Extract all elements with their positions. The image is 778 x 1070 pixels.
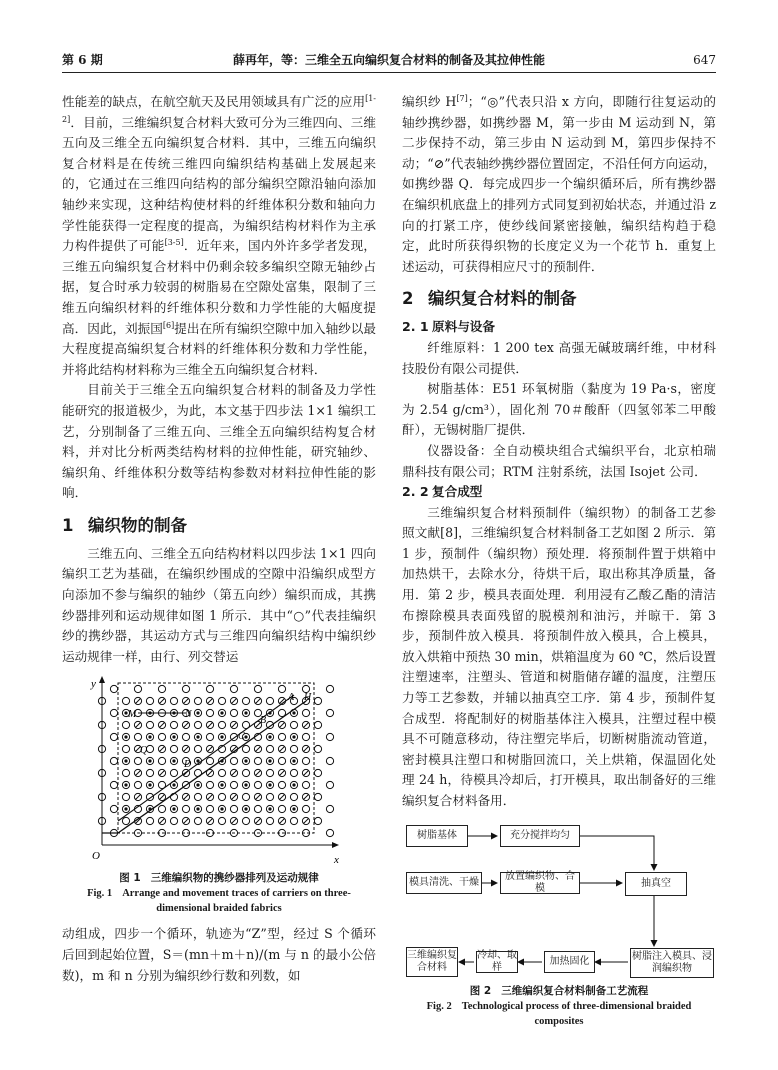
running-header [62,50,716,73]
carrier-slash-icon [158,794,165,801]
carrier-target-icon [266,782,273,789]
flow-stir-box: 充分搅拌均匀 [500,825,580,847]
carrier-open-icon [158,686,165,693]
carrier-target-icon [266,734,273,741]
paragraph-braiding: 三维五向、三维全五向结构材料以四步法 1×1 四向编织工艺为基础，在编织纱围成的空隙中沿编织成型方向添加不参与编织的轴纱（第五向纱）编织而成，其携纱器排列和运动规律如图 1 所示．其中“○”代表挂编织纱的携纱器，其运动方式与三维四向编织结构中编织纱运动规律一样，由行、列交替运 [62,545,376,664]
point-label-d: D [184,759,192,771]
carrier-open-icon [278,734,285,741]
carrier-open-icon [326,734,333,741]
carrier-slash-icon [254,698,261,705]
x-axis-label: x [334,854,339,867]
carrier-target-icon [170,806,177,813]
carrier-slash-icon [302,722,309,729]
flow-final-box: 三维编织复合材料 [406,947,458,977]
carrier-open-icon [302,758,309,765]
carrier-target-icon [266,758,273,765]
carrier-target-icon [290,758,297,765]
subsection-heading-2-1: 2. 1 原料与设备 [402,319,495,335]
carrier-slash-icon [254,746,261,753]
carrier-open-icon [182,806,189,813]
carrier-open-icon [146,698,153,705]
point-label-b: B [260,715,267,727]
point-label-a: A [288,692,295,704]
carrier-target-icon [122,758,129,765]
carrier-open-icon [290,722,297,729]
flow-cool-box: 冷却、取样 [477,949,517,973]
carrier-open-icon [302,782,309,789]
carrier-slash-icon [302,770,309,777]
carrier-target-icon [218,806,225,813]
carrier-open-icon [326,830,333,837]
carrier-slash-icon [254,818,261,825]
carrier-open-icon [170,818,177,825]
carrier-open-icon [242,698,249,705]
carrier-target-icon [194,806,201,813]
carrier-slash-icon [158,770,165,777]
point-label-q: Q [140,745,148,757]
carrier-target-icon [242,710,249,717]
carrier-slash-icon [158,698,165,705]
carrier-open-icon [170,794,177,801]
carrier-slash-icon [206,722,213,729]
citation[interactable]: [1-2] [62,93,376,124]
citation[interactable]: [3-5] [164,237,184,247]
flow-vacuum-box: 抽真空 [625,872,687,896]
carrier-target-icon [170,758,177,765]
carrier-slash-icon [158,818,165,825]
carrier-open-icon [122,698,129,705]
carrier-slash-icon [302,794,309,801]
carrier-target-icon [170,734,177,741]
carrier-target-icon [266,806,273,813]
page-number: 647 [693,53,716,67]
figure-2-caption-en: Fig. 2 Technological process of three-dimensional braided composites [426,1000,692,1027]
carrier-slash-icon [302,818,309,825]
figure-1-caption-en: Fig. 1 Arrange and movement traces of carriers on three-dimensional braided fabrics [87,888,351,915]
carrier-open-icon [290,818,297,825]
paragraph-carriers: 编织纱 H[7]；“◎”代表只沿 x 方向，即随行往复运动的轴纱携纱器，如携纱器 M，第一步由 M 运动到 N，第二步保持不动，第三步由 N 运动到 M，第四步保持不动；“⊘”代表轴纱携纱器位置固定，不沿任何方向运动，如携纱器 Q．每完成四步一个编织循环后，所有携纱器在编织机底盘上的排列方式同复到初始状态，并通过沿 z 向的打紧工序，使纱线间紧密接触，编织结构趋于稳定，此时所获得织物的长度定义为一个花节 h．重复上述运动，可获得相应尺寸的预制件． [402,93,716,274]
section-heading-2: 2 编织复合材料的制备 [402,289,577,309]
z-trace-line [102,701,306,833]
carrier-slash-icon [158,722,165,729]
carrier-open-icon [218,818,225,825]
carrier-open-icon [326,710,333,717]
carrier-slash-icon [206,794,213,801]
carrier-open-icon [194,794,201,801]
flow-resin-box: 树脂基体 [406,825,468,847]
carrier-target-icon [146,782,153,789]
paragraph-equipment: 仪器设备：全自动模块组合式编织平台，北京柏瑞鼎科技有限公司；RTM 注射系统，法国 Isojet 公司． [402,442,716,479]
carrier-open-icon [206,782,213,789]
carrier-slash-icon [182,818,189,825]
carrier-open-icon [254,686,261,693]
paragraph-aim: 目前关于三维全五向编织复合材料的制备及力学性能研究的报道极少，为此，本文基于四步法 1×1 编织工艺，分别制备了三维五向、三维全五向编织结构复合材料，并对比分析两类结构材料的拉伸性能，研究轴纱、编织角、纤维体积分数等结构参数对材料拉伸性能的影响． [62,382,376,501]
point-label-n: N [185,709,192,721]
y-axis-label: y [91,678,96,691]
carrier-slash-icon [182,698,189,705]
point-label-c: C [238,731,245,743]
carrier-open-icon [242,818,249,825]
carrier-open-icon [158,734,165,741]
carrier-slash-icon [158,746,165,753]
carrier-open-icon [266,698,273,705]
carrier-open-icon [266,818,273,825]
carrier-grid-svg [62,673,376,869]
flow-heat-box: 加热固化 [544,951,595,973]
paragraph-process: 三维编织复合材料预制件（编织物）的制备工艺参照文献[8]，三维编织复合材料制备工艺如图 2 所示．第 1 步，预制件（编织物）预处理．将预制件置于烘箱中加热烘干，去除水分，待烘干后，取出称其净质量，备用．第 2 步，模具表面处理．利用浸有乙酸乙酯的清洁布擦除模具表面残留的脱模剂和油污，并晾干．第 3 步，预制件放入模具．将预制件放入模具，合上模具，放入烘箱中预热 30 min，烘箱温度为 60 ℃，然后设置注塑速率，注塑头、管道和树脂储存罐的温度，注塑压力等工艺参数，并辅以抽真空工序．第 4 步，预制件复合成型．将配制好的树脂基体注入模具，注塑过程中模具不可随意移动，待注塑完毕后，切断树脂流动管道，密封模具注塑口和树脂回流口，关上烘箱，保温固化处理 24 h，待模具冷却后，打开模具，取出制备好的三维编织复合材料备用． [402,504,716,808]
carrier-open-icon [110,710,117,717]
carrier-open-icon [182,686,189,693]
carrier-open-icon [194,698,201,705]
carrier-open-icon [218,794,225,801]
carrier-open-icon [110,758,117,765]
flow-inject-box: 树脂注入模具、浸润编织物 [630,948,714,978]
carrier-open-icon [170,746,177,753]
carrier-open-icon [206,734,213,741]
carrier-open-icon [158,758,165,765]
carrier-open-icon [122,818,129,825]
carrier-open-icon [230,710,237,717]
carrier-open-icon [278,806,285,813]
carrier-open-icon [110,734,117,741]
carrier-open-icon [254,806,261,813]
carrier-open-icon [230,686,237,693]
carrier-open-icon [266,746,273,753]
citation[interactable]: [6] [162,320,175,330]
carrier-open-icon [194,746,201,753]
carrier-slash-icon [182,722,189,729]
point-label-h: H [304,692,312,704]
carrier-open-icon [314,698,321,705]
carrier-open-icon [242,794,249,801]
carrier-open-icon [146,818,153,825]
paragraph-resin: 树脂基体：E51 环氧树脂（黏度为 19 Pa·s，密度为 2.54 g/cm³），固化剂 70＃酸酐（四氢邻苯二甲酸酐），无锡树脂厂提供． [402,381,716,438]
paragraph-intro: 性能差的缺点，在航空航天及民用领域具有广泛的应用[1-2]．目前，三维编织复合材料大致可分为三维四向、三维五向及三维全五向编织复合材料．其中，三维五向编织复合材料是在传统三维四向编织结构基础上发展起来的，它通过在三维四向结构的部分编织空隙沿轴向添加轴纱来实现，这种结构使材料的纤维体积分数和轴向力学性能获得一定程度的提高，为编织结构材料作为主承力构件提供了可能[3-5]．近年来，国内外许多学者发现，三维五向编织复合材料中仍剩余较多编织空隙无轴纱占据，复合时承力较弱的树脂易在空隙处富集，限制了三维五向编织材料的纤维体积分数和力学性能的大幅度提高．因此，刘振国[6]提出在所有编织空隙中加入轴纱以最大程度提高编织复合材料的纤维体积分数和力学性能，并将此结构材料称为三维全五向编织复合材料． [62,93,377,377]
carrier-open-icon [254,758,261,765]
point-label-m: M [128,709,137,721]
carrier-open-icon [326,806,333,813]
carrier-open-icon [194,818,201,825]
carrier-open-icon [326,686,333,693]
carrier-open-icon [326,758,333,765]
carrier-open-icon [302,710,309,717]
carrier-slash-icon [230,794,237,801]
carrier-open-icon [230,806,237,813]
carrier-open-icon [110,806,117,813]
carrier-open-icon [290,794,297,801]
paragraph-fiber: 纤维原料：1 200 tex 高强无碱玻璃纤维，中材科技股份有限公司提供． [402,339,716,376]
carrier-slash-icon [206,746,213,753]
carrier-open-icon [314,794,321,801]
carrier-target-icon [194,734,201,741]
carrier-slash-icon [278,746,285,753]
carrier-open-icon [110,686,117,693]
flow-clean-box: 模具清洗、干燥 [406,872,482,894]
figure-1-caption-cn: 图 1 三维编织物的携纱器排列及运动规律 [119,872,319,885]
carrier-open-icon [170,698,177,705]
carrier-open-icon [278,686,285,693]
carrier-target-icon [242,806,249,813]
subsection-heading-2-2: 2. 2 复合成型 [402,484,483,500]
carrier-open-icon [146,722,153,729]
carrier-open-icon [206,710,213,717]
carrier-slash-icon [134,722,141,729]
carrier-slash-icon [254,794,261,801]
figure-2-caption-cn: 图 2 三维编织复合材料制备工艺流程 [469,984,649,997]
carrier-open-icon [290,746,297,753]
carrier-open-icon [290,770,297,777]
carrier-target-icon [290,734,297,741]
carrier-slash-icon [230,722,237,729]
carrier-slash-icon [206,818,213,825]
carrier-open-icon [134,782,141,789]
carrier-open-icon [218,722,225,729]
carrier-target-icon [122,734,129,741]
carrier-target-icon [218,734,225,741]
carrier-open-icon [314,722,321,729]
carrier-open-icon [122,746,129,753]
carrier-open-icon [314,818,321,825]
carrier-slash-icon [134,794,141,801]
carrier-open-icon [194,722,201,729]
carrier-open-icon [242,770,249,777]
carrier-slash-icon [278,794,285,801]
running-title: 薛再年，等：三维全五向编织复合材料的制备及其拉伸性能 [232,53,545,67]
carrier-target-icon [242,782,249,789]
carrier-open-icon [242,746,249,753]
carrier-open-icon [182,734,189,741]
carrier-target-icon [194,782,201,789]
carrier-open-icon [146,770,153,777]
carrier-open-icon [206,806,213,813]
carrier-slash-icon [182,794,189,801]
carrier-open-icon [134,734,141,741]
carrier-open-icon [206,758,213,765]
carrier-open-icon [314,770,321,777]
carrier-open-icon [326,782,333,789]
carrier-open-icon [302,734,309,741]
carrier-open-icon [170,770,177,777]
carrier-open-icon [122,794,129,801]
left-column [62,92,376,986]
carrier-open-icon [230,758,237,765]
carrier-open-icon [122,722,129,729]
origin-label: O [92,850,100,863]
carrier-open-icon [206,686,213,693]
carrier-open-icon [146,746,153,753]
carrier-open-icon [266,770,273,777]
carrier-open-icon [314,746,321,753]
carrier-slash-icon [278,770,285,777]
carrier-slash-icon [134,770,141,777]
flow-place-box: 放置编织物、合模 [500,872,580,894]
carrier-target-icon [146,734,153,741]
carrier-target-icon [242,758,249,765]
citation[interactable]: [7] [456,93,468,103]
carrier-slash-icon [230,770,237,777]
carrier-open-icon [158,806,165,813]
carrier-open-icon [218,698,225,705]
carrier-target-icon [122,806,129,813]
carrier-target-icon [218,710,225,717]
carrier-slash-icon [278,722,285,729]
carrier-slash-icon [206,698,213,705]
carrier-open-icon [254,782,261,789]
carrier-open-icon [302,806,309,813]
section-heading-1: 1 编织物的制备 [62,515,187,535]
carrier-target-icon [290,782,297,789]
carrier-target-icon [146,758,153,765]
carrier-open-icon [218,770,225,777]
carrier-open-icon [170,722,177,729]
carrier-open-icon [278,782,285,789]
carrier-slash-icon [230,698,237,705]
carrier-slash-icon [278,818,285,825]
carrier-open-icon [266,794,273,801]
carrier-open-icon [134,686,141,693]
carrier-open-icon [122,770,129,777]
paragraph-cycle: 动组成，四步一个循环，轨迹为“Z”型，经过 S 个循环后回到起始位置，S＝(mn＋m＋n)/(m 与 n 的最小公倍数)，m 和 n 分别为编织纱行数和列数，如 [62,926,376,983]
carrier-slash-icon [254,770,261,777]
carrier-slash-icon [302,746,309,753]
figure-1-carrier-grid [62,673,376,869]
carrier-open-icon [134,758,141,765]
issue-number: 第 6 期 [62,53,103,67]
carrier-open-icon [278,758,285,765]
carrier-target-icon [218,782,225,789]
right-column [402,92,716,1029]
carrier-open-icon [110,782,117,789]
carrier-target-icon [194,710,201,717]
carrier-slash-icon [134,698,141,705]
carrier-open-icon [230,782,237,789]
carrier-target-icon [122,782,129,789]
carrier-target-icon [290,806,297,813]
carrier-slash-icon [230,818,237,825]
figure-2-flowchart [402,820,716,980]
carrier-slash-icon [182,746,189,753]
